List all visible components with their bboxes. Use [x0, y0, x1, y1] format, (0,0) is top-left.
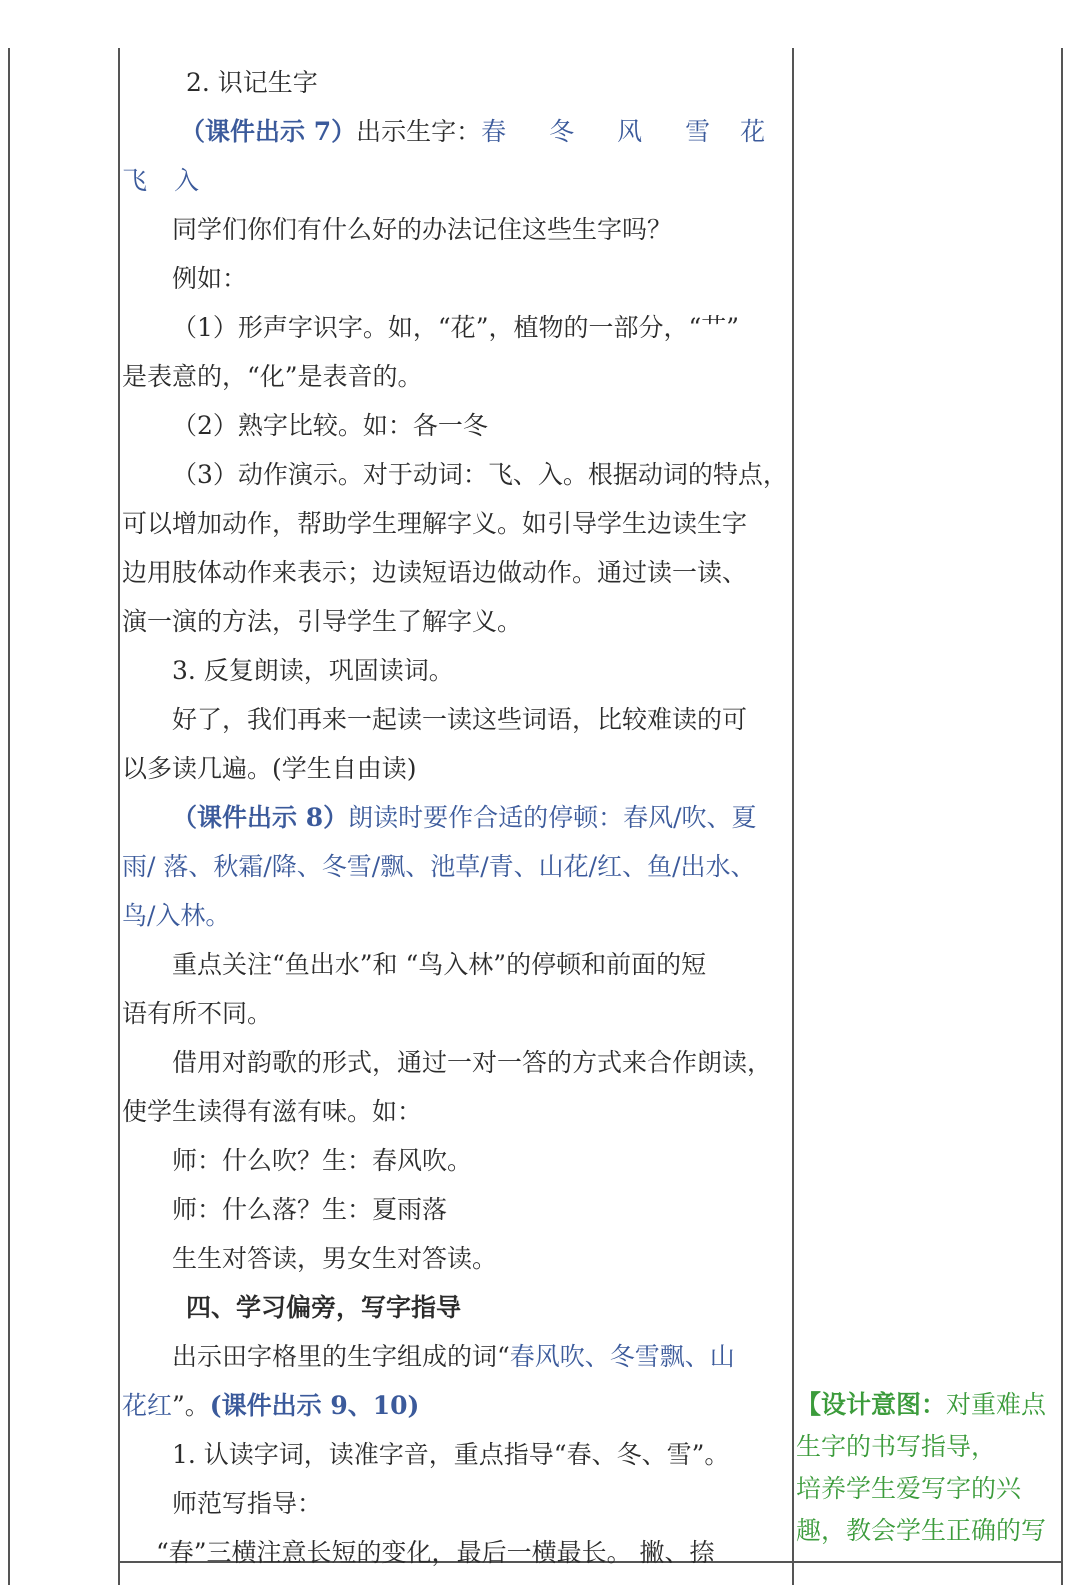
new-char: 雪	[685, 117, 711, 146]
paragraph-line: 鸟/入林。	[122, 901, 231, 930]
new-char: 春	[481, 117, 507, 146]
table-border-right	[1061, 48, 1063, 1585]
new-char: 花	[740, 117, 766, 146]
paragraph-line: （2）熟字比较。如：各一冬	[172, 411, 488, 440]
paragraph-line: 重点关注“鱼出水”和 “鸟入林”的停顿和前面的短	[172, 950, 707, 979]
table-border-left	[8, 48, 10, 1585]
paragraph-line: 语有所不同。	[122, 999, 273, 1028]
paragraph-line: 是表意的，“化”是表音的。	[122, 362, 423, 391]
note-line: 趣，教会学生正确的写	[796, 1516, 1047, 1545]
paragraph-line: 以多读几遍。(学生自由读)	[122, 754, 417, 783]
section-heading: 四、学习偏旁，写字指导	[186, 1293, 462, 1322]
section-heading: 3. 反复朗读，巩固读词。	[172, 656, 454, 685]
paragraph-line: （课件出示 8）朗读时要作合适的停顿：春风/吹、夏	[172, 803, 757, 832]
new-char: 飞	[122, 166, 148, 195]
paragraph-line: 师范写指导：	[172, 1489, 323, 1518]
paragraph-line: 1. 认读字词，读准字音，重点指导“春、冬、雪”。	[172, 1440, 730, 1469]
paragraph-line: （3）动作演示。对于动词：飞、入。根据动词的特点，	[172, 460, 788, 489]
paragraph-line: （课件出示 7）出示生字：春 冬 风 雪 花	[122, 107, 792, 156]
lesson-content	[122, 58, 792, 1577]
paragraph-line	[122, 156, 792, 205]
paragraph-line: 雨/ 落、秋霜/降、冬雪/飘、池草/青、山花/红、鱼/出水、	[122, 852, 756, 881]
note-line: 生字的书写指导，	[796, 1432, 997, 1461]
paragraph-line: （1）形声字识字。如，“花”，植物的一部分，“艹”	[172, 313, 740, 342]
paragraph-line: 花红”。(课件出示 9、10)	[122, 1391, 420, 1420]
design-intent-note	[796, 1384, 1062, 1552]
paragraph-line: “春”三横注意长短的变化，最后一横最长。 撇、捺	[156, 1538, 715, 1567]
note-line: 培养学生爱写字的兴	[796, 1474, 1022, 1503]
paragraph-line: 生生对答读，男女生对答读。	[172, 1244, 498, 1273]
note-line: 【设计意图：对重难点	[796, 1390, 1047, 1419]
paragraph-line: 师：什么吹？生：春风吹。	[172, 1146, 473, 1175]
new-char: 冬	[549, 117, 575, 146]
table-border-col1	[118, 48, 120, 1585]
paragraph-line: 使学生读得有滋有味。如：	[122, 1097, 423, 1126]
paragraph-line: 同学们你们有什么好的办法记住这些生字吗？	[172, 215, 673, 244]
paragraph-line: 师：什么落？生：夏雨落	[172, 1195, 448, 1224]
paragraph-line: 边用肢体动作来表示；边读短语边做动作。通过读一读、	[122, 558, 748, 587]
table-border-col2	[792, 48, 794, 1585]
paragraph-line: 出示田字格里的生字组成的词“春风吹、冬雪飘、山	[172, 1342, 735, 1371]
paragraph-line: 例如：	[172, 264, 248, 293]
new-char: 入	[174, 166, 200, 195]
new-char: 风	[617, 117, 643, 146]
paragraph-line: 借用对韵歌的形式，通过一对一答的方式来合作朗读，	[172, 1048, 773, 1077]
section-heading: 2. 识记生字	[186, 68, 318, 97]
paragraph-line: 好了，我们再来一起读一读这些词语，比较难读的可	[172, 705, 748, 734]
courseware-label: （课件出示 8）	[172, 803, 349, 832]
paragraph-line: 演一演的方法，引导学生了解字义。	[122, 607, 523, 636]
courseware-label: (课件出示 9、10)	[209, 1391, 420, 1420]
courseware-label: （课件出示 7）	[180, 117, 357, 146]
paragraph-line: 可以增加动作，帮助学生理解字义。如引导学生边读生字	[122, 509, 748, 538]
